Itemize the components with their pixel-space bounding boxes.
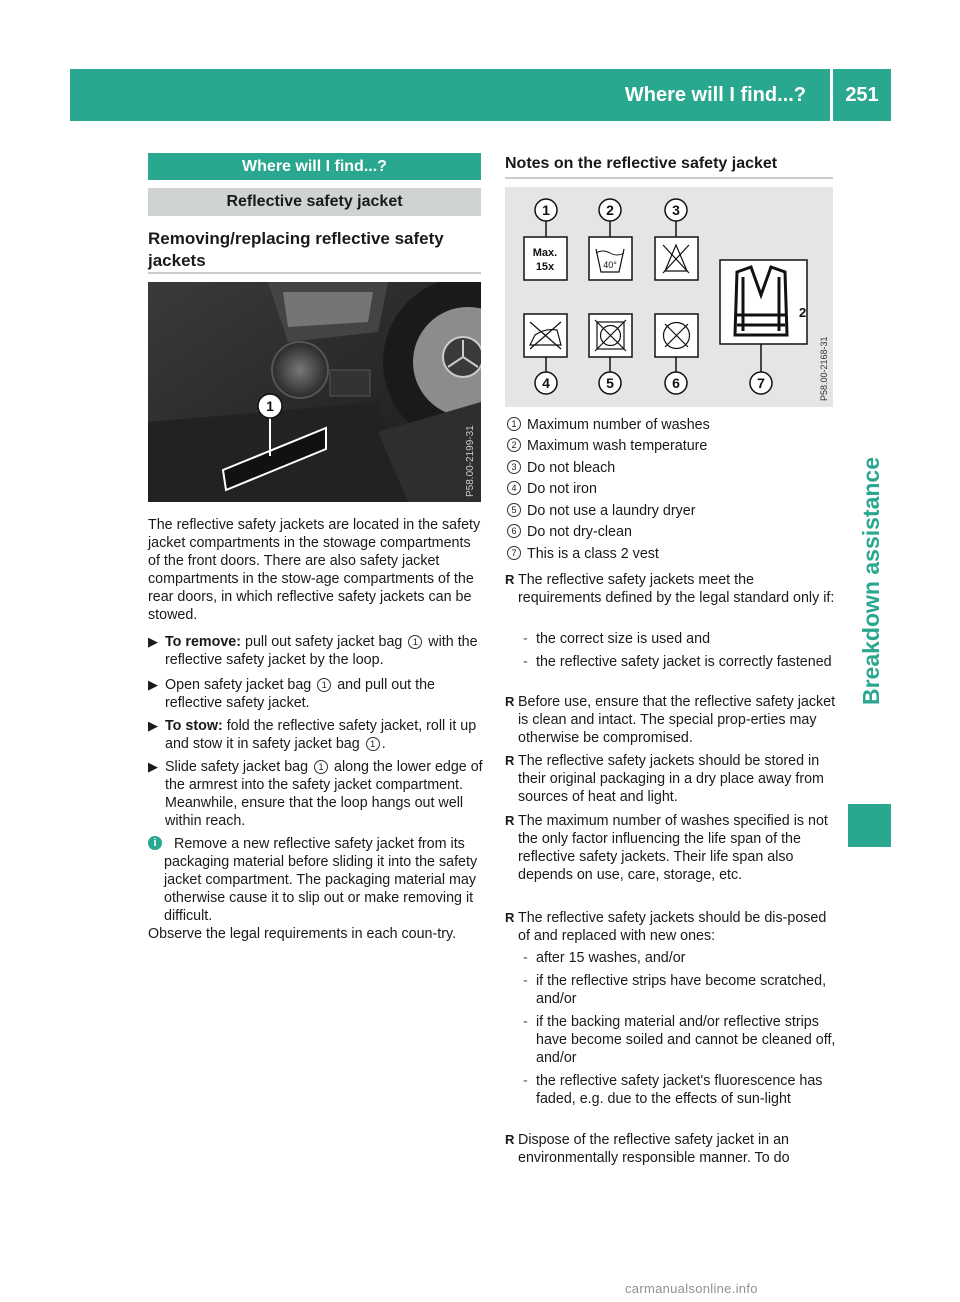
- figure-code: P58.00-2168-31: [819, 336, 829, 401]
- symbol-number: 1: [542, 202, 550, 218]
- symbol-number: 2: [606, 202, 614, 218]
- section-heading: Removing/replacing reflective safety jackets: [148, 229, 444, 270]
- door-photo: [148, 282, 481, 502]
- callout-ref: 1: [408, 635, 422, 649]
- symbol-number: 4: [542, 375, 550, 391]
- max-label: Max.: [532, 247, 558, 259]
- info-note: Remove a new reflective safety jacket from its packaging material before sliding it into the safety jacket compartment. The packaging material may otherwise cause it to slip out or make removing it difficult.: [164, 836, 478, 924]
- arrow-icon: ▶: [148, 677, 158, 692]
- photo-code: P58.00-2199-31: [465, 425, 476, 497]
- subsection-bar: Reflective safety jacket: [148, 188, 481, 216]
- max-count: 15x: [535, 261, 555, 273]
- callout-ref: 1: [317, 678, 331, 692]
- notes-heading-rule: [505, 177, 833, 179]
- wash-temp: 40°: [603, 260, 617, 270]
- header-title: Where will I find...?: [624, 84, 806, 106]
- care-symbols-figure: [505, 187, 833, 407]
- symbol-number: 6: [672, 375, 680, 391]
- footer-watermark: carmanualsonline.info: [625, 1281, 758, 1296]
- arrow-icon: ▶: [148, 759, 158, 774]
- callout-ref: 1: [366, 737, 380, 751]
- symbol-number: 5: [606, 375, 614, 391]
- page-number: 251: [845, 84, 879, 106]
- arrow-icon: ▶: [148, 634, 158, 649]
- notes-heading: Notes on the reflective safety jacket: [505, 155, 778, 172]
- photo-callout: 1: [266, 398, 274, 414]
- symbol-number: 3: [672, 202, 680, 218]
- callout-ref: 1: [314, 760, 328, 774]
- vest-class: 2: [799, 305, 807, 320]
- side-tab-block: [848, 804, 891, 847]
- door-illustration: [148, 282, 481, 502]
- section-bar: Where will I find...?: [148, 153, 481, 180]
- intro-paragraph: The reflective safety jackets are located in the safety jacket compartments in the stowage compartments of the front doors. There are also safety jacket compartments in the stow-age compartments of the rear doors, in which reflective safety jackets can be stowed.: [148, 517, 481, 623]
- symbol-number: 7: [757, 375, 765, 391]
- closing-paragraph: Observe the legal requirements in each coun-try.: [148, 926, 457, 942]
- heading-rule: [148, 272, 481, 274]
- arrow-icon: ▶: [148, 718, 158, 733]
- side-tab-label: Breakdown assistance: [858, 456, 884, 705]
- care-symbols-graphic: [505, 187, 833, 407]
- info-icon: i: [148, 836, 162, 850]
